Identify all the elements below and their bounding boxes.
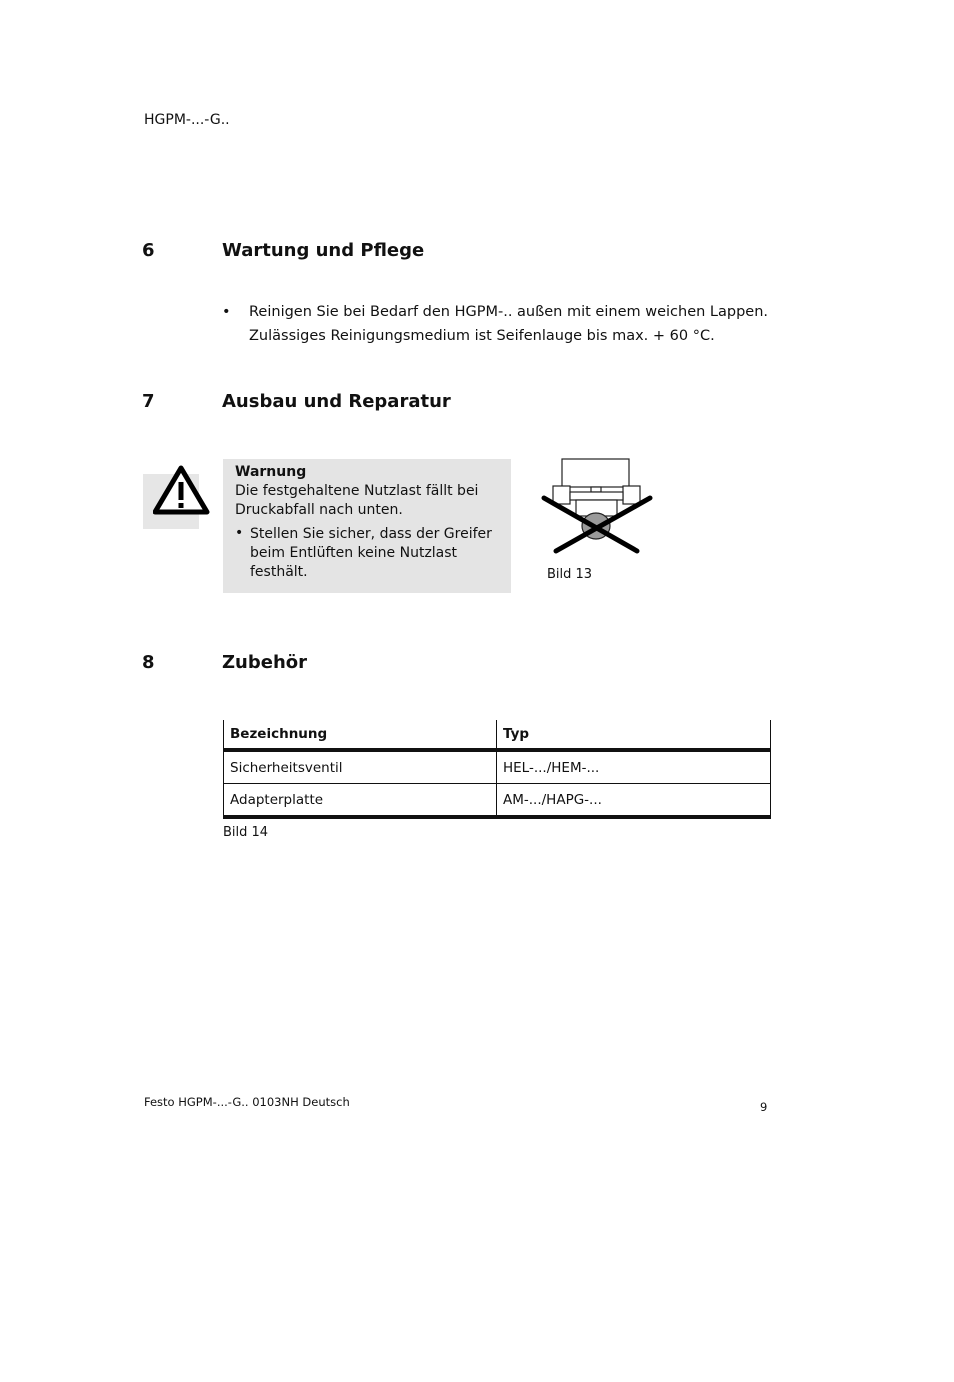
section-6-title: Wartung und Pflege [222,240,425,261]
figure-14-caption: Bild 14 [223,825,269,840]
section-6-number: 6 [142,240,155,261]
page-number: 9 [760,1100,768,1114]
table-row [224,784,771,818]
figure-13-caption: Bild 13 [547,567,593,582]
warning-text: Die festgehaltene Nutzlast fällt bei Druckabfall nach unten. [235,483,479,518]
row-2-type: AM-.../HAPG-... [497,784,771,818]
row-1-name: Sicherheitsventil [224,750,497,784]
warning-triangle-graphic [153,464,223,520]
bullet-dot: • [222,304,231,320]
section-7-title: Ausbau und Reparatur [222,391,451,412]
warning-bullet-dot: • [235,525,244,541]
section-8-title: Zubehör [222,652,308,673]
table-header-row [224,720,771,750]
section-8-number: 8 [142,652,155,673]
warning-box [223,459,511,593]
document-header: HGPM-...-G.. [144,112,230,128]
warning-title: Warnung [235,464,307,480]
warning-icon-box [143,474,199,529]
gripper-load-crossed-icon [540,456,656,560]
col-header-type: Typ [497,720,771,750]
row-2-name: Adapterplatte [224,784,497,818]
footer-text: Festo HGPM-...-G.. 0103NH Deutsch [144,1095,350,1109]
section-7-number: 7 [142,391,155,412]
table-row [224,750,771,784]
row-1-type: HEL-.../HEM-... [497,750,771,784]
warning-bullet-text: Stellen Sie sicher, dass der Greifer beim Entlüften keine Nutzlast festhält. [250,526,492,580]
maintenance-line-1: Reinigen Sie bei Bedarf den HGPM-.. außen mit einem weichen Lappen. [249,304,769,320]
accessories-table [223,720,771,819]
maintenance-line-2: Zulässiges Reinigungsmedium ist Seifenlauge bis max. + 60 °C. [249,328,715,344]
col-header-name: Bezeichnung [224,720,497,750]
